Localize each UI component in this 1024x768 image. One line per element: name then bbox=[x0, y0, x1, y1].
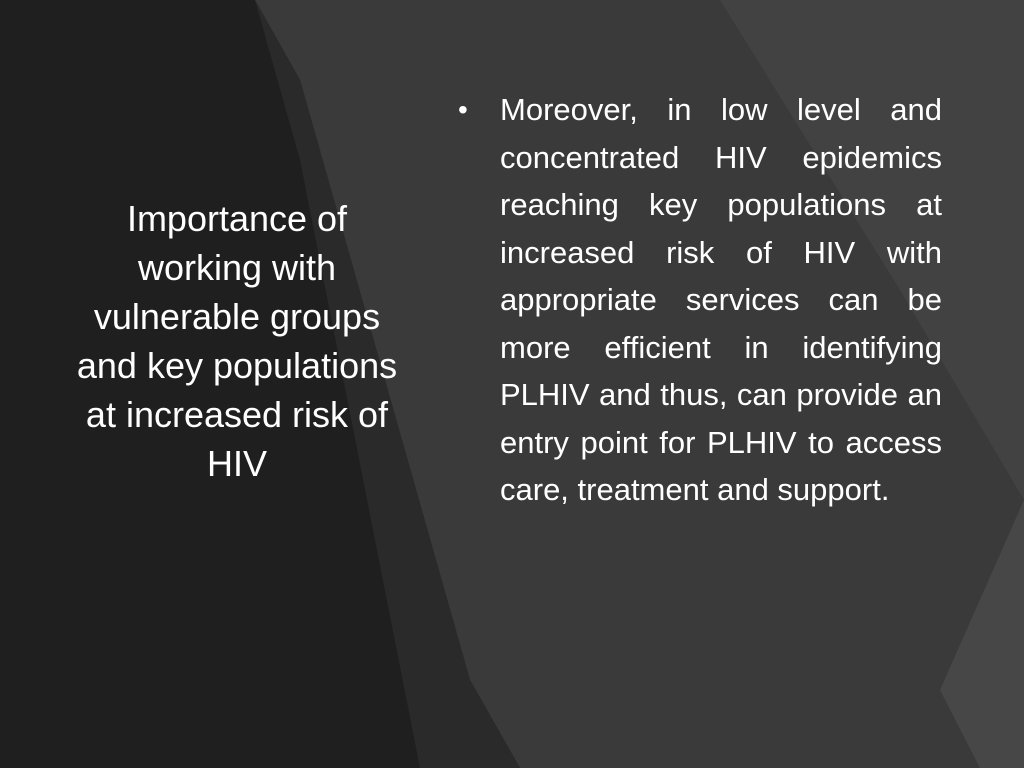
bullet-glyph: • bbox=[458, 94, 468, 125]
bullet-item bbox=[458, 86, 942, 514]
bullet-list bbox=[458, 86, 942, 514]
slide-title: Importance of working with vulnerable groups and key populations at increased risk of HIV bbox=[76, 198, 398, 484]
bullet-text: Moreover, in low level and concentrated HIV epidemics reaching key populations at increased risk of HIV with appropriate services can be more efficient in identifying PLHIV and thus, can provide an entry point for PLHIV to access care, treatment and support. bbox=[500, 92, 942, 507]
